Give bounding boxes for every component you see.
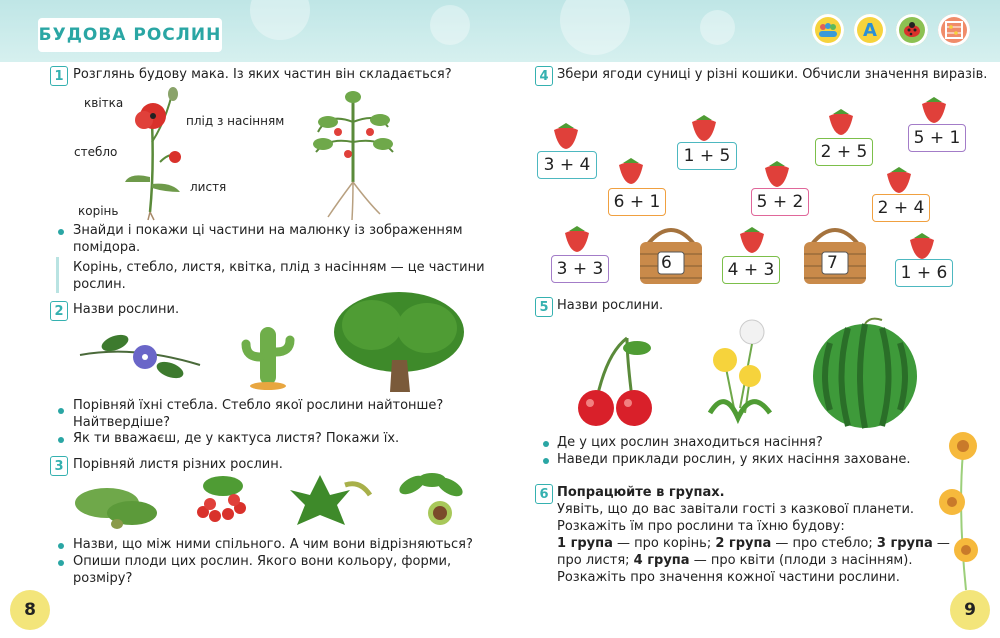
strawberry-icon xyxy=(690,114,718,142)
note-bar xyxy=(56,257,59,293)
basket-number: 6 xyxy=(661,253,672,273)
group3-text: — xyxy=(932,536,950,551)
task-number: 3 xyxy=(50,456,68,476)
task1-note-line1: Корінь, стебло, листя, квітка, плід з насінням — це частини xyxy=(73,260,485,275)
oak-leaves-illustration xyxy=(72,478,162,533)
group4-label: 4 група xyxy=(633,553,690,568)
maple-illustration xyxy=(285,470,375,530)
bullet xyxy=(58,560,64,566)
group2-label: 2 група xyxy=(715,536,772,551)
decor-bubble xyxy=(430,5,470,45)
task1-bullet-line2: помідора. xyxy=(73,240,141,255)
dandelion-illustration xyxy=(690,318,790,428)
task6-line5: Розкажіть про значення кожної частини рослини. xyxy=(557,570,900,585)
expression-box[interactable]: 2 + 5 xyxy=(815,138,873,166)
decor-bubble xyxy=(560,0,630,55)
strawberry-icon xyxy=(827,108,855,136)
strawberry-icon xyxy=(563,225,591,253)
label-fruit: плід з насінням xyxy=(186,114,285,128)
strawberry-icon xyxy=(738,226,766,254)
strawberry-icon xyxy=(763,160,791,188)
bullet xyxy=(58,229,64,235)
task2-b2: Як ти вважаєш, де у кактуса листя? Покажи їх. xyxy=(73,431,400,446)
group1-text: — про корінь; xyxy=(612,536,716,551)
task3-b2-line1: Опиши плоди цих рослин. Якого вони кольору, форми, xyxy=(73,554,452,569)
page-number-right: 9 xyxy=(950,590,990,630)
task5-b2: Наведи приклади рослин, у яких насіння заховане. xyxy=(557,452,911,467)
task6-line1: Уявіть, що до вас завітали гості з казкової планети. xyxy=(557,502,915,517)
group1-label: 1 група xyxy=(557,536,613,551)
task6-title: Попрацюйте в групах. xyxy=(557,485,725,500)
abacus-icon[interactable] xyxy=(938,14,970,46)
bullet xyxy=(543,441,549,447)
group-work-icon[interactable] xyxy=(812,14,844,46)
strawberry-icon xyxy=(552,122,580,150)
page-title: БУДОВА РОСЛИН xyxy=(38,18,222,52)
task-number: 4 xyxy=(535,66,553,86)
bullet xyxy=(58,408,64,414)
label-root: корінь xyxy=(78,204,119,218)
task6-line3 xyxy=(557,535,950,552)
expression-box[interactable]: 1 + 6 xyxy=(895,259,953,287)
task1-note-line2: рослин. xyxy=(73,277,126,292)
label-leaves: листя xyxy=(190,180,227,194)
ladybug-icon[interactable] xyxy=(896,14,928,46)
bullet xyxy=(58,543,64,549)
strawberry-icon xyxy=(617,157,645,185)
strawberry-icon xyxy=(920,96,948,124)
task3-b1: Назви, що між ними спільного. А чим вони відрізняються? xyxy=(73,537,473,552)
task1-question: Розглянь будову мака. Із яких частин він складається? xyxy=(73,67,452,82)
letter-a-icon[interactable] xyxy=(854,14,886,46)
viburnum-illustration xyxy=(188,472,258,532)
task-number: 1 xyxy=(50,66,68,86)
basket-number: 7 xyxy=(827,253,838,273)
group4-text: — про квіти (плоди з насінням). xyxy=(689,553,913,568)
task5-question: Назви рослини. xyxy=(557,298,664,313)
label-flower: квітка xyxy=(84,96,124,110)
task6-line4 xyxy=(557,552,912,569)
cherry-illustration xyxy=(572,333,662,428)
task3-b2-line2: розміру? xyxy=(73,571,133,586)
task3-question: Порівняй листя різних рослин. xyxy=(73,457,283,472)
task1-bullet-line1: Знайди і покажи ці частини на малюнку із зображенням xyxy=(73,223,463,238)
task2-b1-line1: Порівняй їхні стебла. Стебло якої рослини найтонше? xyxy=(73,398,444,413)
letter-a-label: A xyxy=(863,19,877,41)
label-stem: стебло xyxy=(74,145,118,159)
cactus-illustration xyxy=(238,322,298,392)
page-number-left: 8 xyxy=(10,590,50,630)
periwinkle-illustration xyxy=(75,325,205,385)
expression-box[interactable]: 4 + 3 xyxy=(722,256,780,284)
bullet xyxy=(543,458,549,464)
task4-question: Збери ягоди суниці у різні кошики. Обчисли значення виразів. xyxy=(557,67,988,82)
oak-tree-illustration xyxy=(332,290,467,395)
expression-box[interactable]: 5 + 2 xyxy=(751,188,809,216)
group2-text: — про стебло; xyxy=(771,536,877,551)
task2-b1-line2: Найтвердіше? xyxy=(73,415,171,430)
decor-bubble xyxy=(700,10,735,45)
watermelon-illustration xyxy=(810,318,920,428)
expression-box[interactable]: 5 + 1 xyxy=(908,124,966,152)
task5-b1: Де у цих рослин знаходиться насіння? xyxy=(557,435,823,450)
group3-topic: про листя; xyxy=(557,553,634,568)
expression-box[interactable]: 6 + 1 xyxy=(608,188,666,216)
task-number: 6 xyxy=(535,484,553,504)
expression-box[interactable]: 3 + 4 xyxy=(537,151,597,179)
expression-box[interactable]: 3 + 3 xyxy=(551,255,609,283)
decor-bubble xyxy=(250,0,310,40)
task2-question: Назви рослини. xyxy=(73,302,180,317)
chestnut-illustration xyxy=(392,465,467,530)
expression-box[interactable]: 2 + 4 xyxy=(872,194,930,222)
task6-line2: Розкажіть їм про рослини та їхню будову: xyxy=(557,519,845,534)
task-number: 2 xyxy=(50,301,68,321)
tomato-plant-illustration xyxy=(308,82,398,222)
group3-label: 3 група xyxy=(876,536,933,551)
sunflower-decoration xyxy=(938,432,988,592)
poppy-illustration xyxy=(120,82,240,222)
strawberry-icon xyxy=(885,166,913,194)
task-number: 5 xyxy=(535,297,553,317)
expression-box[interactable]: 1 + 5 xyxy=(677,142,737,170)
bullet xyxy=(58,437,64,443)
strawberry-icon xyxy=(908,232,936,260)
